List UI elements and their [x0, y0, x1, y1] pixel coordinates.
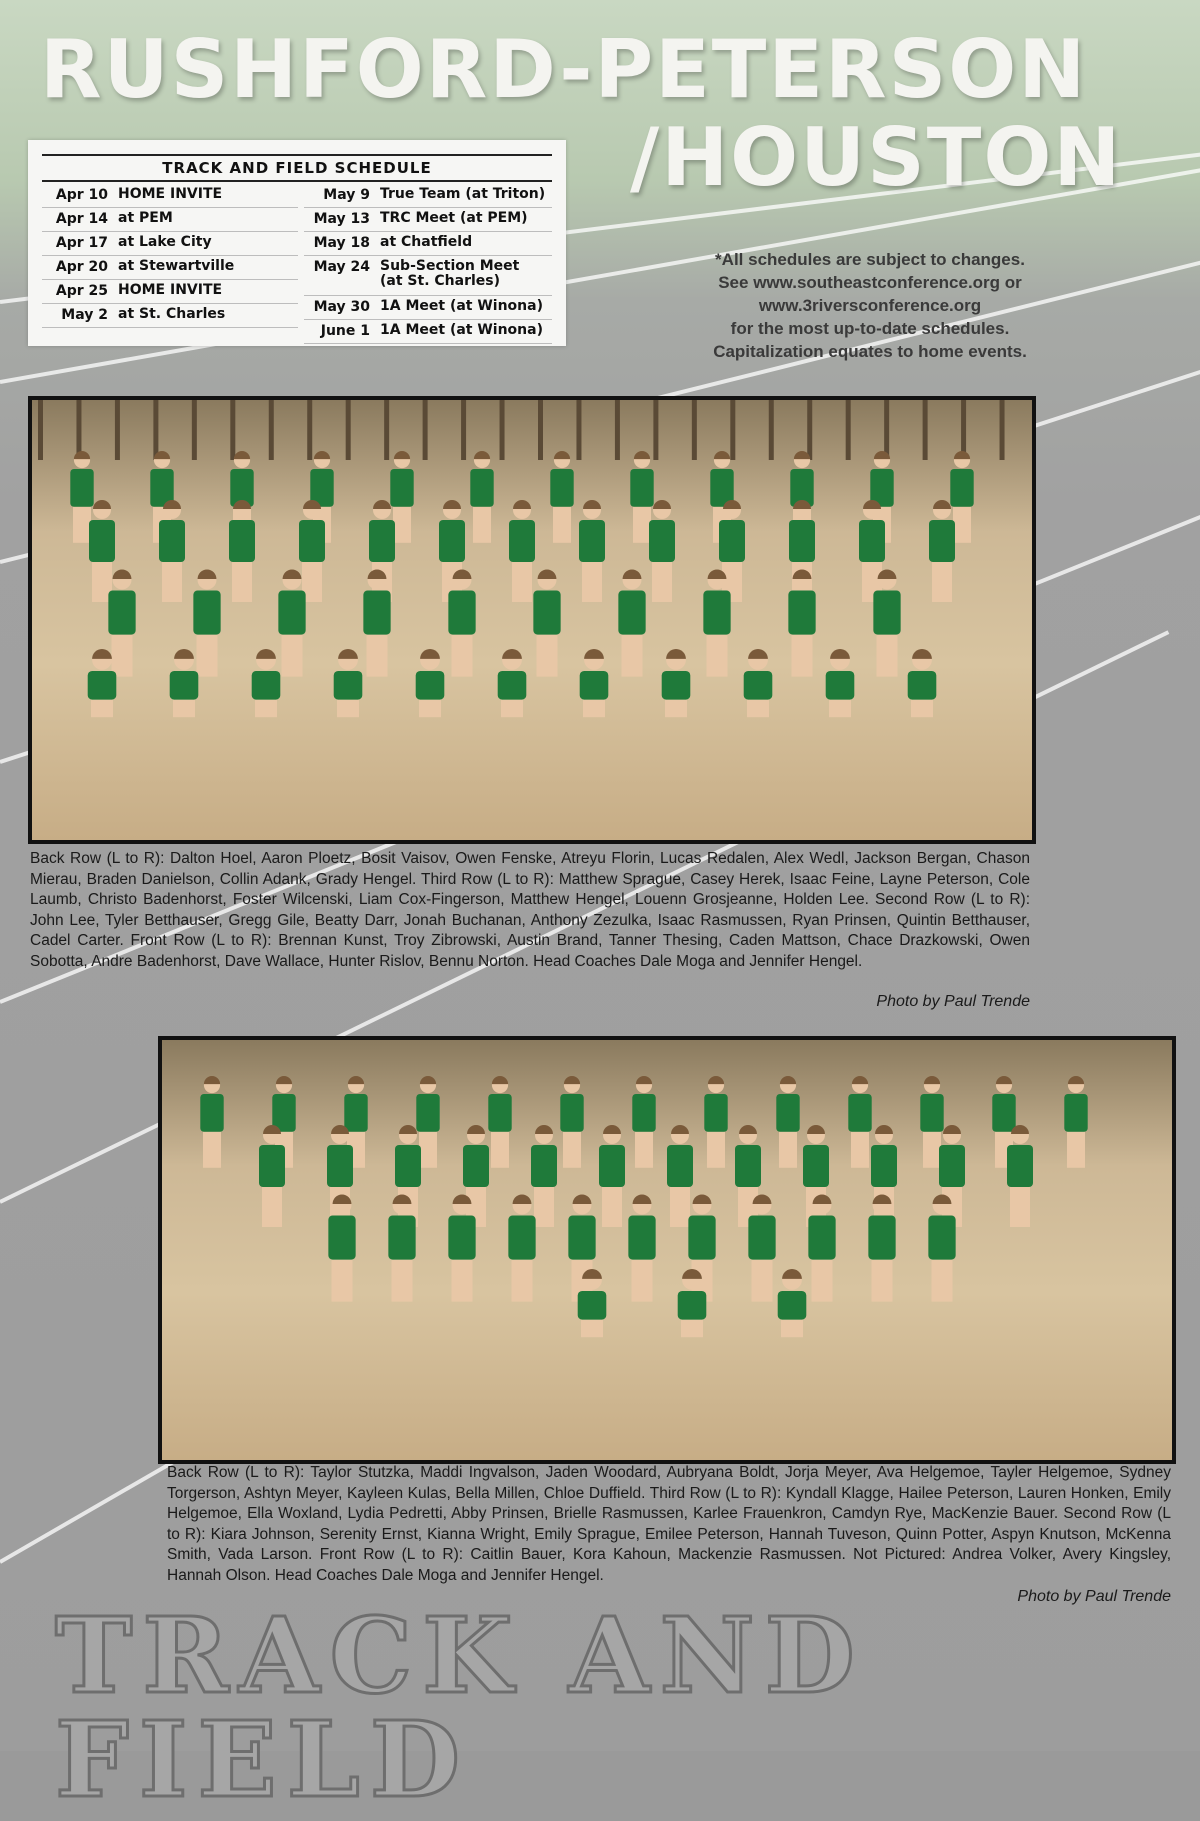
- school-title-line2: /HOUSTON: [630, 111, 1123, 204]
- tree-trunk: [576, 400, 581, 460]
- tree-trunk: [807, 400, 812, 460]
- boys-photo-credit: Photo by Paul Trende: [876, 993, 1030, 1010]
- schedule-date: June 1: [320, 323, 370, 339]
- schedule-box: [28, 140, 566, 346]
- tree-trunk: [692, 400, 697, 460]
- schedule-row: [42, 208, 298, 232]
- athlete-figure: [628, 1195, 655, 1302]
- tree-trunk: [846, 400, 851, 460]
- schedule-date: May 9: [323, 187, 370, 203]
- tree-trunk: [961, 400, 966, 460]
- athlete-figure: [618, 570, 645, 677]
- athlete-figure: [599, 1125, 625, 1227]
- tree-trunk: [538, 400, 543, 460]
- schedule-event: HOME INVITE: [118, 186, 223, 202]
- schedule-row: [304, 256, 552, 296]
- schedule-date: Apr 10: [55, 187, 108, 203]
- schedule-event: at Chatfield: [380, 234, 473, 250]
- disclaimer-line: Capitalization equates to home events.: [713, 342, 1027, 361]
- schedule-column-left: [42, 184, 298, 328]
- tree-trunk: [346, 400, 351, 460]
- tree-trunk: [1000, 400, 1005, 460]
- athlete-figure: [776, 1076, 799, 1168]
- athlete-figure: [334, 649, 363, 717]
- athlete-figure: [848, 1076, 871, 1168]
- schedule-disclaimer: [660, 248, 1080, 363]
- boys-photo-caption: Back Row (L to R): Dalton Hoel, Aaron Ploetz, Bosit Vaisov, Owen Fenske, Atreyu Florin, Lucas Redalen, Alex Wedl, Jackson Bergan, Chason Mierau, Braden Danielson, Collin Adank, Grady Hengel. Third Row (L to R): Matthew Sprague, Casey Herek, Isaac Feine, Layne Peterson, Cole Laumb, Christo Badenhorst, Foster Wilcenski, Liam Cox-Fingerson, Matthew Hengel, Louenn Grosjeanne, Holden Lee. Second Row (L to R): John Lee, Tyler Betthauser, Gregg Gile, Beatty Darr, Jonah Buchanan, Anthony Zezulka, Isaac Rasmussen, Ryan Prinsen, Quintin Betthauser, Cadel Carter. Front Row (L to R): Brennan Kunst, Troy Zibrowski, Austin Brand, Tanner Thesing, Caden Mattson, Chace Drazkowski, Owen Sobotta, Andre Badenhorst, Dave Wallace, Hunter Rislov, Bennu Norton. Head Coaches Dale Moga and Jennifer Hengel.: [30, 850, 1030, 970]
- tree-trunk: [115, 400, 120, 460]
- girls-photo-caption: Back Row (L to R): Taylor Stutzka, Maddi Ingvalson, Jaden Woodard, Aubryana Boldt, Jorja Meyer, Ava Helgemoe, Tayler Helgemoe, Sydney Torgerson, Ashtyn Meyer, Kayleen Kulas, Bella Millen, Chloe Duffield. Third Row (L to R): Kyndall Klagge, Hailee Peterson, Lauren Honken, Emily Helgemoe, Ella Woxland, Lydia Pedretti, Abby Prinsen, Brielle Rasmussen, Karlee Frauenkron, Camdyn Rye, MacKenzie Bauer. Second Row (L to R): Kiara Johnson, Serenity Ernst, Kianna Wright, Emily Sprague, Emilee Peterson, Hannah Tuveson, Quinn Potter, Aspyn Knutson, McKenna Smith, Vada Larson. Front Row (L to R): Caitlin Bauer, Kora Kahoun, Mackenzie Rasmussen. Not Pictured: Andrea Volker, Avery Kingsley, Hannah Olson. Head Coaches Dale Moga and Jennifer Hengel.: [167, 1464, 1171, 1584]
- athlete-figure: [744, 649, 773, 717]
- tree-trunk: [923, 400, 928, 460]
- athlete-figure: [662, 649, 691, 717]
- tree-trunk: [730, 400, 735, 460]
- schedule-date: May 18: [313, 235, 370, 251]
- schedule-event: at PEM: [118, 210, 173, 226]
- athlete-figure: [560, 1076, 583, 1168]
- schedule-row: [304, 208, 552, 232]
- schedule-event: HOME INVITE: [118, 282, 223, 298]
- schedule-date: Apr 17: [55, 235, 108, 251]
- athlete-figure: [508, 1195, 535, 1302]
- athlete-figure: [89, 500, 115, 602]
- schedule-date: May 13: [313, 211, 370, 227]
- schedule-row: [304, 320, 552, 344]
- schedule-date: May 30: [313, 299, 370, 315]
- schedule-date: May 2: [61, 307, 108, 323]
- girls-photo-credit: Photo by Paul Trende: [1017, 1588, 1171, 1605]
- athlete-figure: [533, 570, 560, 677]
- schedule-event: True Team (at Triton): [380, 186, 546, 202]
- school-title-line1: RUSHFORD-PETERSON: [40, 23, 1088, 116]
- tree-trunk: [500, 400, 505, 460]
- athlete-figure: [229, 500, 255, 602]
- athlete-figure: [252, 649, 281, 717]
- schedule-date: Apr 14: [55, 211, 108, 227]
- boys-team-photo-art: [32, 400, 1032, 840]
- schedule-date: Apr 25: [55, 283, 108, 299]
- girls-team-photo: [158, 1036, 1176, 1464]
- athlete-figure: [649, 500, 675, 602]
- tree-trunk: [192, 400, 197, 460]
- tree-trunk: [230, 400, 235, 460]
- track-and-field-banner: TRACK AND FIELD: [55, 1594, 865, 1821]
- athlete-figure: [1064, 1076, 1087, 1168]
- tree-trunk: [884, 400, 889, 460]
- disclaimer-line: www.3riversconference.org: [758, 296, 982, 315]
- tree-trunk: [38, 400, 43, 460]
- athlete-figure: [778, 1269, 807, 1337]
- schedule-row: [42, 304, 298, 328]
- schedule-row: [42, 184, 298, 208]
- athlete-figure: [550, 451, 573, 543]
- athlete-figure: [667, 1125, 693, 1227]
- tree-trunk: [307, 400, 312, 460]
- athlete-figure: [193, 570, 220, 677]
- schedule-event: TRC Meet (at PEM): [380, 210, 528, 226]
- tree-trunk: [615, 400, 620, 460]
- athlete-figure: [704, 1076, 727, 1168]
- tree-trunk: [269, 400, 274, 460]
- athlete-figure: [929, 500, 955, 602]
- athlete-figure: [632, 1076, 655, 1168]
- schedule-event: [380, 259, 552, 289]
- athlete-figure: [509, 500, 535, 602]
- schedule-row: [304, 296, 552, 320]
- schedule-row: [304, 232, 552, 256]
- athlete-figure: [826, 649, 855, 717]
- athlete-figure: [908, 649, 937, 717]
- tree-trunk: [461, 400, 466, 460]
- athlete-figure: [579, 500, 605, 602]
- schedule-event: 1A Meet (at Winona): [380, 298, 543, 314]
- athlete-figure: [488, 1076, 511, 1168]
- athlete-figure: [416, 649, 445, 717]
- athlete-figure: [531, 1125, 557, 1227]
- disclaimer-line: *All schedules are subject to changes.: [715, 250, 1025, 269]
- schedule-date: Apr 20: [55, 259, 108, 275]
- schedule-row: [42, 280, 298, 304]
- athlete-figure: [498, 649, 527, 717]
- athlete-figure: [580, 649, 609, 717]
- tree-trunk: [76, 400, 81, 460]
- athlete-figure: [470, 451, 493, 543]
- tree-trunk: [153, 400, 158, 460]
- schedule-event: at St. Charles: [118, 306, 226, 322]
- disclaimer-line: for the most up-to-date schedules.: [730, 319, 1010, 338]
- schedule-event: 1A Meet (at Winona): [380, 322, 543, 338]
- tree-trunk: [423, 400, 428, 460]
- athlete-figure: [108, 570, 135, 677]
- boys-team-photo: [28, 396, 1036, 844]
- schedule-row: [304, 184, 552, 208]
- tree-trunk: [769, 400, 774, 460]
- disclaimer-line: See www.southeastconference.org or: [718, 273, 1022, 292]
- schedule-row: [42, 256, 298, 280]
- schedule-event-line2: (at St. Charles): [380, 273, 500, 289]
- schedule-event: at Lake City: [118, 234, 212, 250]
- girls-team-photo-art: [162, 1040, 1172, 1460]
- tree-trunk: [653, 400, 658, 460]
- schedule-date: May 24: [313, 259, 370, 275]
- athlete-figure: [170, 649, 199, 717]
- schedule-column-right: [304, 184, 552, 344]
- athlete-figure: [200, 1076, 223, 1168]
- schedule-event-line1: Sub-Section Meet: [380, 258, 520, 274]
- schedule-event: at Stewartville: [118, 258, 235, 274]
- athlete-figure: [278, 570, 305, 677]
- schedule-row: [42, 232, 298, 256]
- schedule-heading: TRACK AND FIELD SCHEDULE: [42, 154, 552, 182]
- tree-trunk: [384, 400, 389, 460]
